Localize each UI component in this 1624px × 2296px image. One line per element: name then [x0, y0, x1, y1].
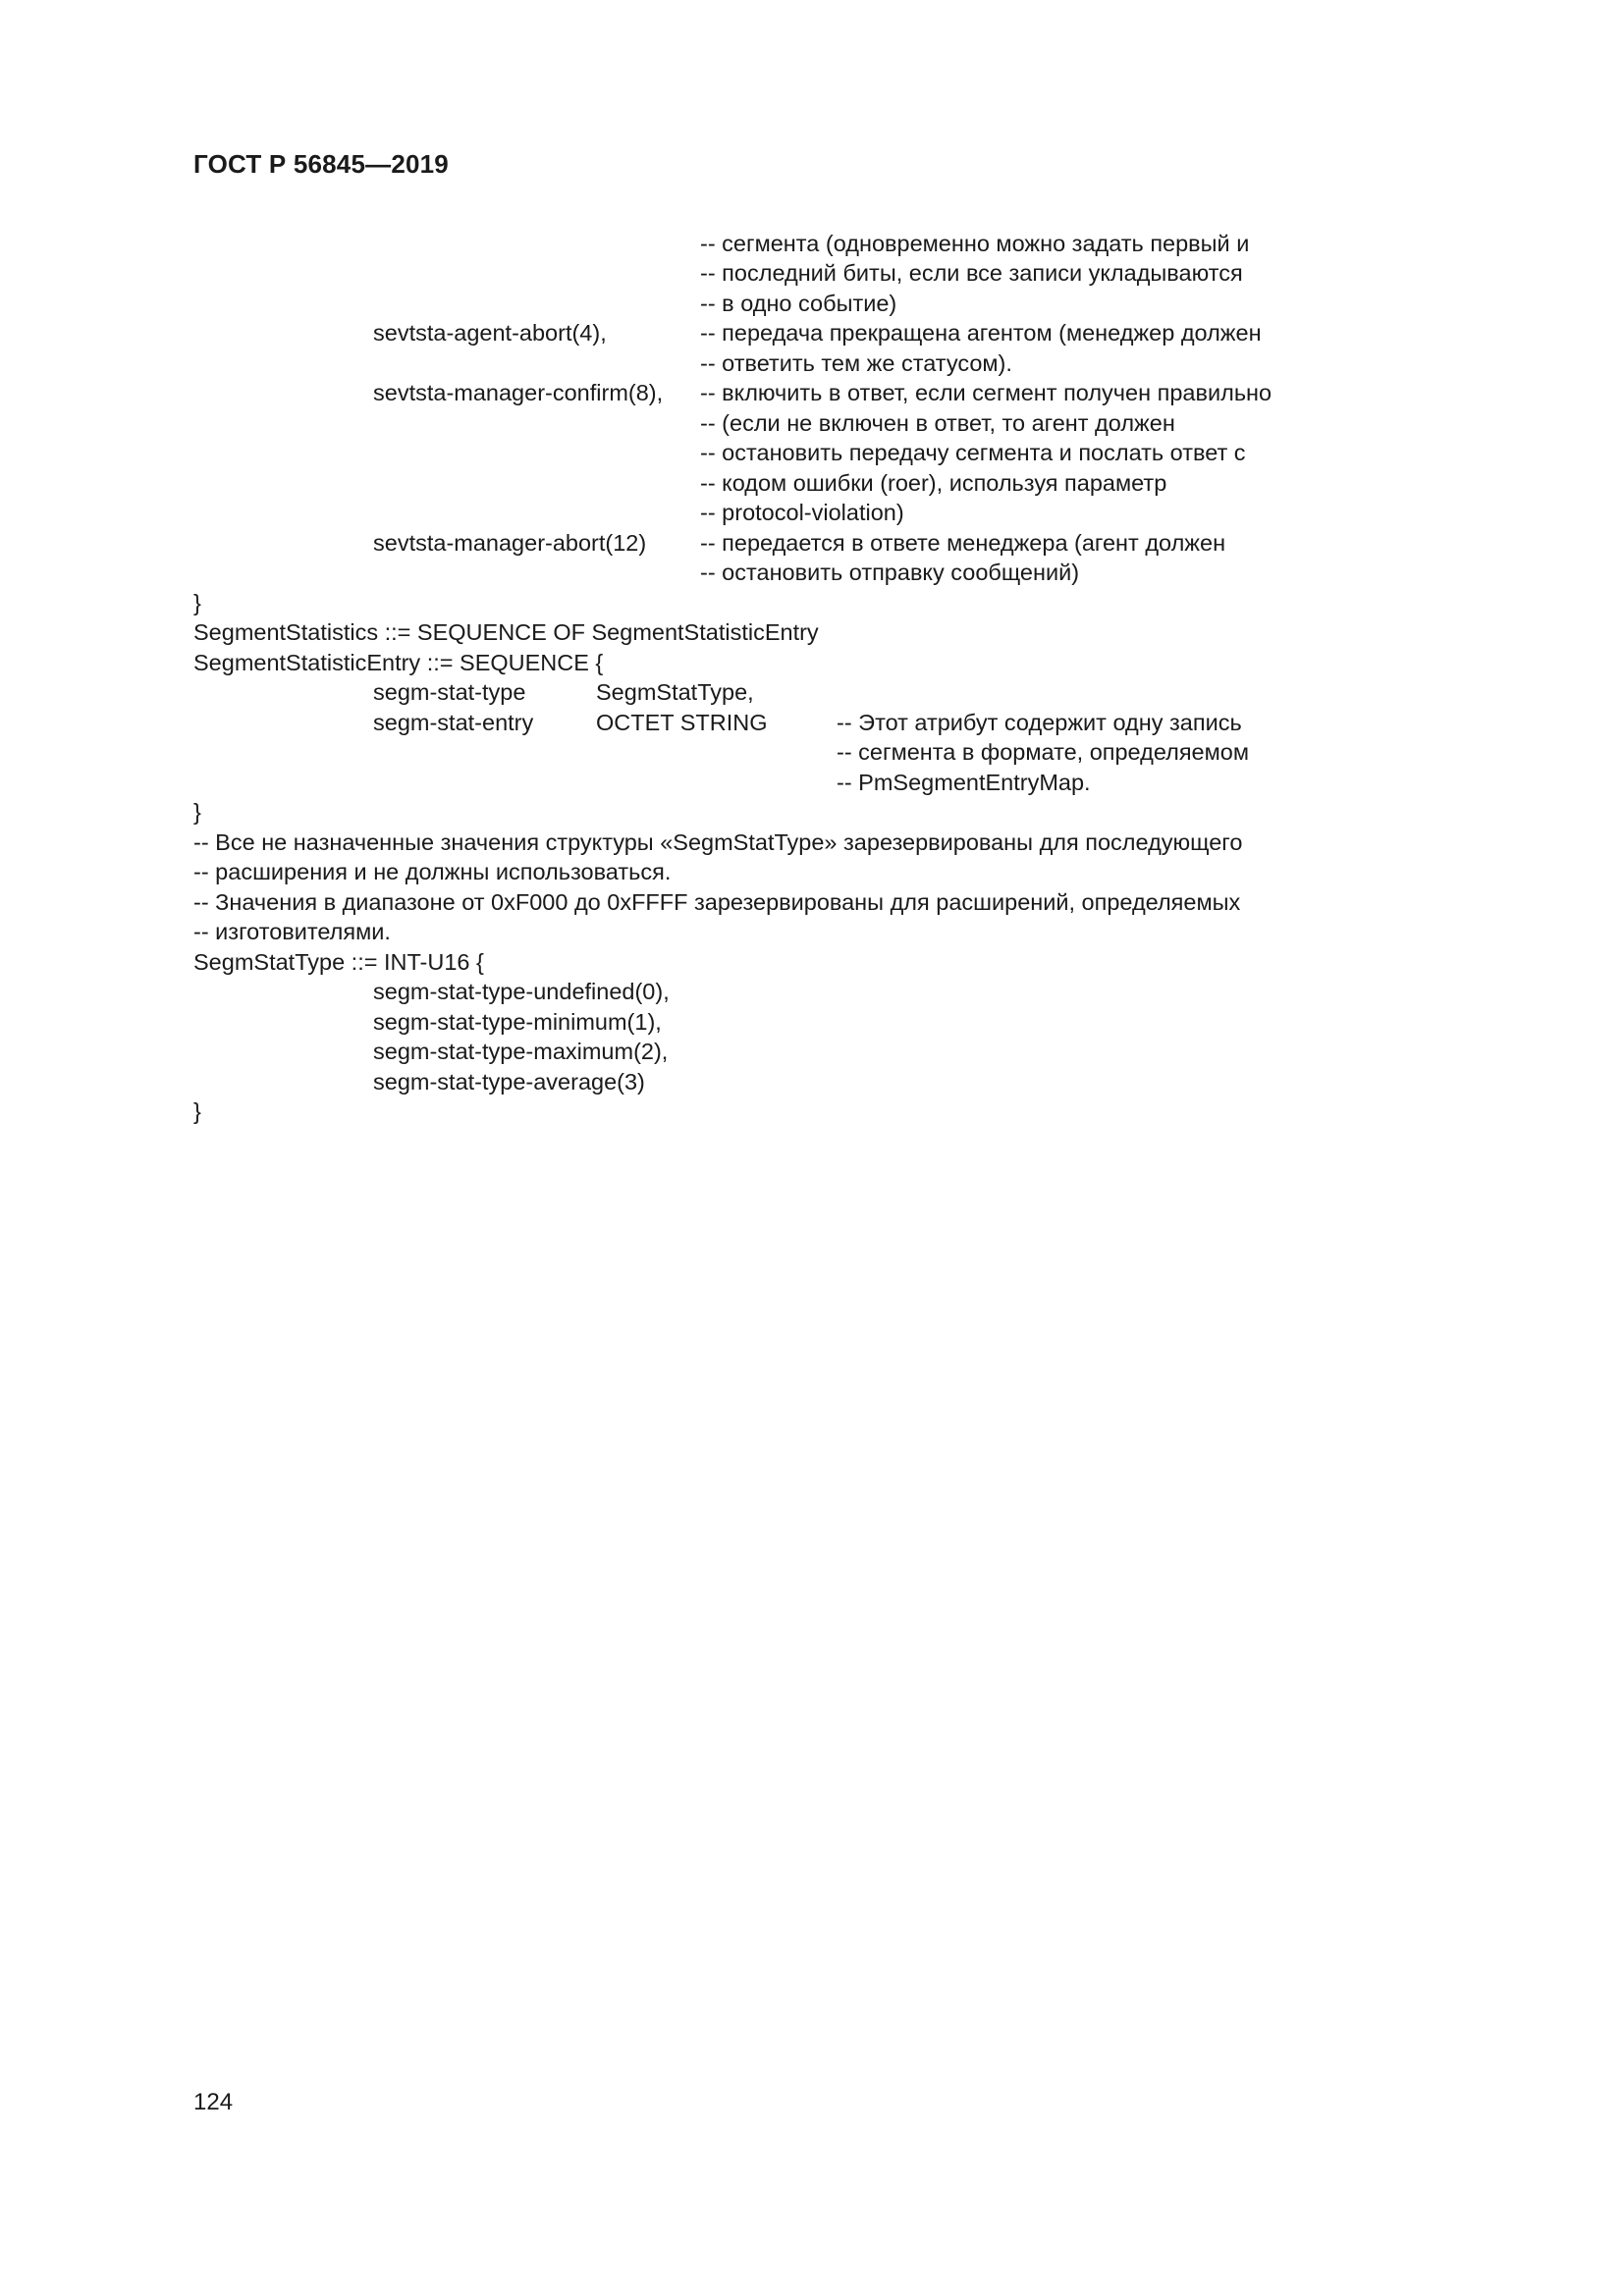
comment-line: -- последний биты, если все записи укладываются [700, 260, 1243, 286]
type-definition-segm-stat-type: SegmStatType ::= INT-U16 { [193, 949, 484, 975]
comment-line: -- ответить тем же статусом). [700, 350, 1012, 376]
enum-name-manager-abort: sevtsta-manager-abort(12) [373, 530, 647, 556]
comment-line: -- передается в ответе менеджера (агент должен [700, 530, 1226, 556]
enum-value: segm-stat-type-average(3) [373, 1069, 645, 1095]
enum-value: segm-stat-type-undefined(0), [373, 979, 670, 1004]
closing-brace: } [193, 590, 201, 615]
comment-line: -- сегмента в формате, определяемом [837, 739, 1250, 765]
type-definition-segment-statistic-entry: SegmentStatisticEntry ::= SEQUENCE { [193, 650, 604, 675]
field-name: segm-stat-type [373, 679, 526, 705]
comment-line: -- остановить отправку сообщений) [700, 560, 1080, 585]
note-line: -- Все не назначенные значения структуры «SegmStatType» зарезервированы для последующего [193, 829, 1243, 855]
comment-line: -- остановить передачу сегмента и послать ответ с [700, 440, 1246, 465]
comment-line: -- в одно событие) [700, 291, 897, 316]
comment-line: -- кодом ошибки (roer), используя параметр [700, 470, 1167, 496]
note-line: -- Значения в диапазоне от 0xF000 до 0xFFFF зарезервированы для расширений, определяемых [193, 889, 1241, 915]
type-definition-segment-statistics: SegmentStatistics ::= SEQUENCE OF SegmentStatisticEntry [193, 619, 819, 645]
document-header: ГОСТ Р 56845—2019 [193, 149, 449, 179]
enum-value: segm-stat-type-minimum(1), [373, 1009, 662, 1035]
comment-line: -- (если не включен в ответ, то агент должен [700, 410, 1175, 436]
field-type: OCTET STRING [596, 710, 768, 735]
comment-line: -- передача прекращена агентом (менеджер должен [700, 320, 1262, 346]
note-line: -- изготовителями. [193, 919, 391, 944]
comment-line: -- сегмента (одновременно можно задать первый и [700, 231, 1250, 256]
enum-value: segm-stat-type-maximum(2), [373, 1039, 669, 1064]
comment-line: -- PmSegmentEntryMap. [837, 770, 1091, 795]
comment-line: -- Этот атрибут содержит одну запись [837, 710, 1242, 735]
note-line: -- расширения и не должны использоваться. [193, 859, 672, 884]
comment-line: -- включить в ответ, если сегмент получен правильно [700, 380, 1272, 405]
enum-name-manager-confirm: sevtsta-manager-confirm(8), [373, 380, 664, 405]
closing-brace: } [193, 1098, 201, 1124]
field-type: SegmStatType, [596, 679, 754, 705]
field-name: segm-stat-entry [373, 710, 534, 735]
closing-brace: } [193, 799, 201, 825]
enum-name-agent-abort: sevtsta-agent-abort(4), [373, 320, 607, 346]
comment-line: -- protocol-violation) [700, 500, 904, 525]
page-number: 124 [193, 2089, 234, 2115]
